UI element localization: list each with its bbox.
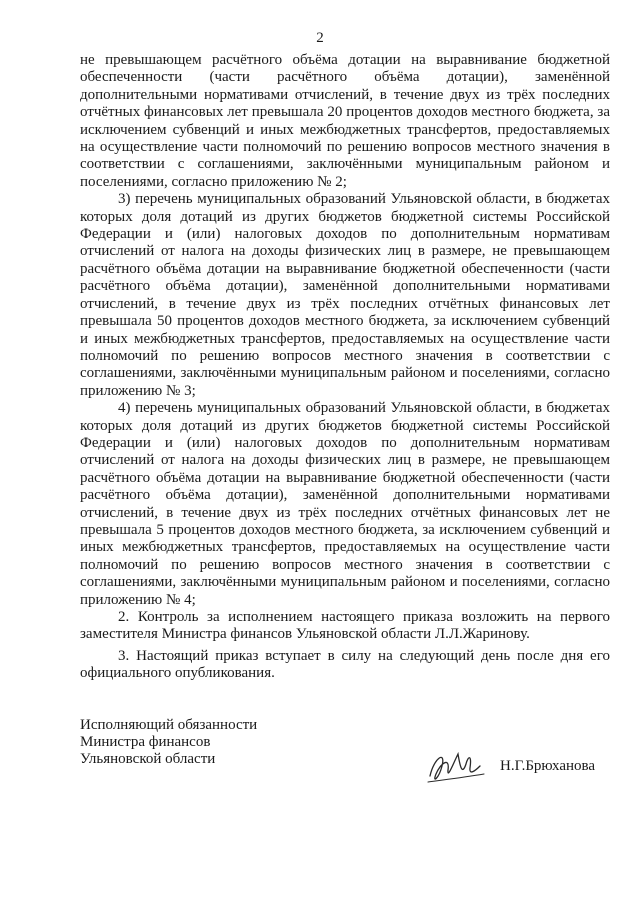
paragraph-item-4: 4) перечень муниципальных образований Ульяновской области, в бюджетах которых доля дотаций из других бюджетов бюджетной системы Российской Федерации и (или) налоговых доходов по дополнительным нормативам отчислений от налога на доходы физических лиц в размере, не превышающем расчётного объёма дотации на выравнивание бюджетной обеспеченности (части расчётного объёма дотации), заменённой дополнительными нормативами отчислений, в течение двух из трёх последних отчётных финансовых лет не превышала 5 процентов доходов местного бюджета, за исключением субвенций и иных межбюджетных трансфертов, предоставляемых на осуществление части полномочий по решению вопросов местного значения в соответствии с соглашениями, заключёнными муниципальным районом и поселениями, согласно приложению № 4; xyxy=(80,400,610,608)
paragraph-item-3: 3) перечень муниципальных образований Ульяновской области, в бюджетах которых доля дотаций из других бюджетов бюджетной системы Российской Федерации и (или) налоговых доходов по дополнительным нормативам отчислений от налога на доходы физических лиц в размере, не превышающем расчётного объёма дотации на выравнивание бюджетной обеспеченности (части расчётного объёма дотации), заменённой дополнительными нормативами отчислений, в течение двух из трёх последних отчётных финансовых лет превышала 50 процентов доходов местного бюджета, за исключением субвенций и иных межбюджетных трансфертов, предоставляемых на осуществление части полномочий по решению вопросов местного значения в соответствии с соглашениями, заключёнными муниципальным районом и поселениями, согласно приложению № 3; xyxy=(80,191,610,399)
signer-position-line1: Исполняющий обязанности xyxy=(80,717,258,733)
signer-name: Н.Г.Брюханова xyxy=(500,758,596,774)
paragraph-effect: 3. Настоящий приказ вступает в силу на следующий день после дня его официального опубликования. xyxy=(80,647,610,682)
handwritten-signature xyxy=(420,740,490,792)
page-number: 2 xyxy=(316,30,324,46)
paragraph-continuation: не превышающем расчётного объёма дотации на выравнивание бюджетной обеспеченности (части расчётного объёма дотации), заменённой дополнительными нормативами отчислений, в течение двух из трёх последних отчётных финансовых лет превышала 20 процентов доходов местного бюджета, за исключением субвенций и иных межбюджетных трансфертов, предоставляемых на осуществление части полномочий по решению вопросов местного значения в соответствии с соглашениями, заключёнными муниципальным районом и поселениями, согласно приложению № 2; xyxy=(80,52,610,190)
signer-position-line3: Ульяновской области xyxy=(80,751,216,767)
document-body xyxy=(80,52,610,683)
paragraph-control: 2. Контроль за исполнением настоящего приказа возложить на первого заместителя Министра финансов Ульяновской области Л.Л.Жаринову. xyxy=(80,609,610,643)
signature-block xyxy=(80,717,257,768)
signer-position-line2: Министра финансов xyxy=(80,734,211,750)
